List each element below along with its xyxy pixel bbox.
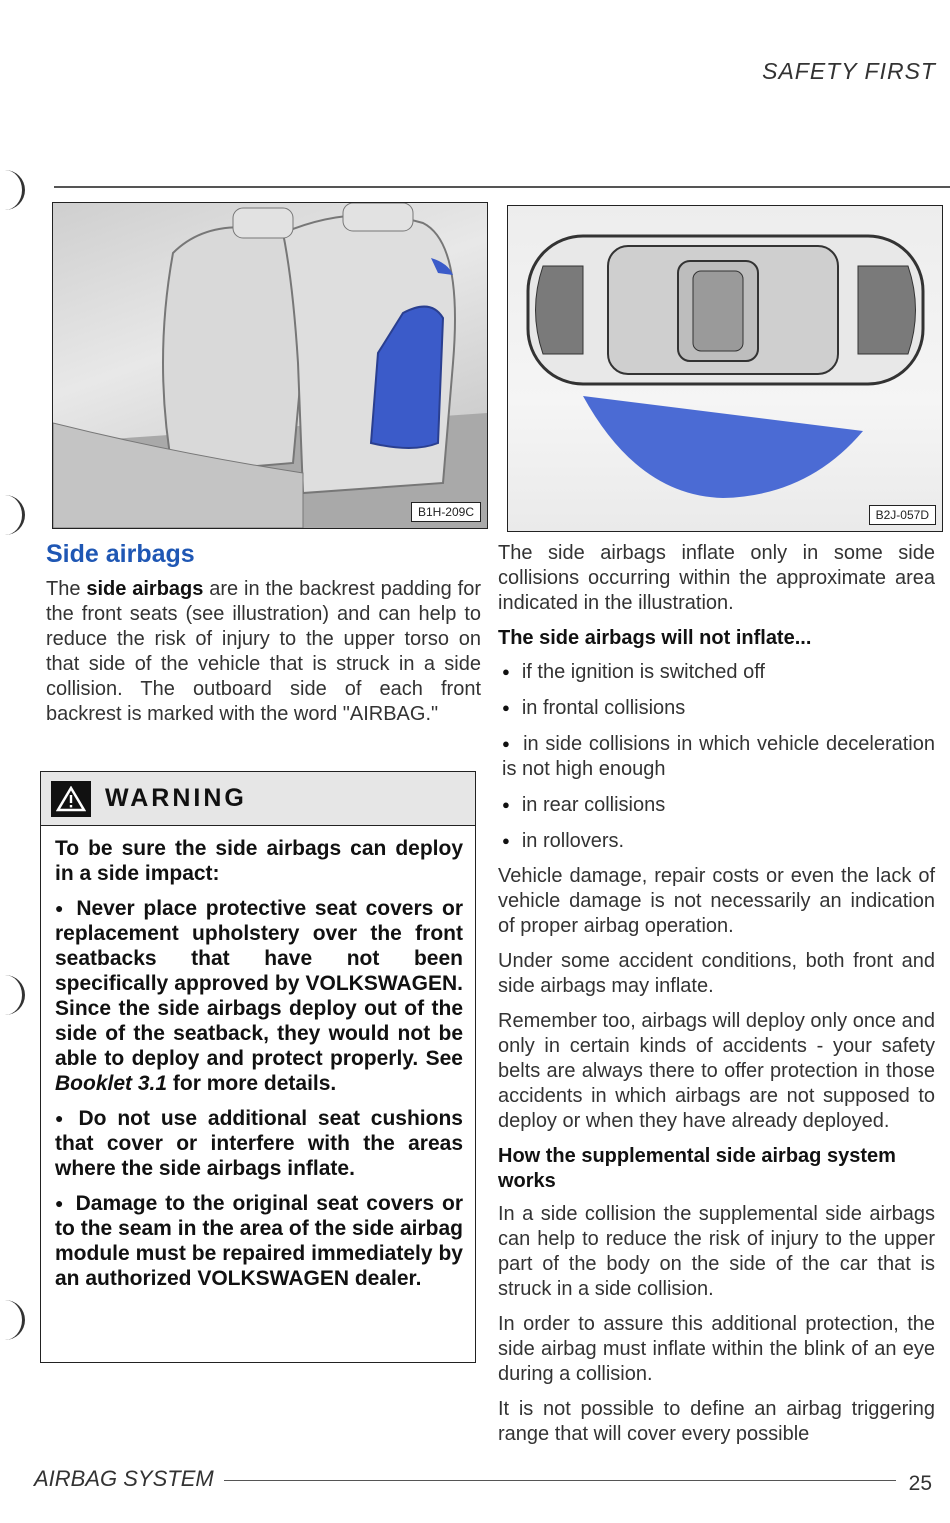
how-it-works-heading: How the supplemental side airbag system works <box>498 1145 896 1192</box>
seat-drawing <box>53 203 487 528</box>
list-item: ● in side collisions in which vehicle deceleration is not high enough <box>502 731 935 782</box>
right-column <box>498 541 935 1457</box>
booklet-reference: Booklet 3.1 <box>55 1072 168 1095</box>
footer-rule <box>224 1480 896 1481</box>
warning-item-text: Never place protective seat covers or replacement upholstery over the front seatbacks that have not been specifically approved by VOLKSWAGEN. Since the side airbags deploy out of the side of the seatback, they would not be able to deploy and protect properly. See <box>55 897 463 1070</box>
intro-bold-term: side airbags <box>86 578 204 600</box>
binder-hole <box>0 170 25 210</box>
figure-tag: B1H-209C <box>411 502 481 522</box>
list-item: ● in rear collisions <box>502 792 935 818</box>
seat-airbag-illustration <box>52 202 488 529</box>
paragraph: Vehicle damage, repair costs or even the lack of vehicle damage is not necessarily an indication of proper airbag operation. <box>498 865 935 937</box>
list-item: ● in frontal collisions <box>502 695 935 721</box>
binder-hole <box>0 975 25 1015</box>
warning-item <box>55 1191 463 1291</box>
header-rule <box>54 186 950 188</box>
paragraph: In a side collision the supplemental side airbags can help to reduce the risk of injury to the upper part of the body on the side of the car that is struck in a side collision. <box>498 1203 935 1300</box>
not-inflate-heading: The side airbags will not inflate... <box>498 627 812 649</box>
warning-item <box>55 1106 463 1181</box>
list-item: ● in rollovers. <box>502 828 935 854</box>
warning-item-text: Do not use additional seat cushions that cover or interfere with the areas where the side airbags inflate. <box>55 1107 463 1180</box>
side-airbags-heading: Side airbags <box>46 540 195 568</box>
intro-text: The <box>46 578 87 600</box>
warning-body <box>41 826 475 1291</box>
car-drawing <box>508 206 942 531</box>
warning-item-text-end: for more details. <box>167 1072 337 1095</box>
warning-box <box>40 771 476 1363</box>
left-column <box>46 540 481 727</box>
page-number: 25 <box>908 1472 932 1495</box>
intro-text-rest: are in the backrest padding for the front seats (see illustration) and can help to reduce the risk of injury to the upper torso on that side of the vehicle that is struck in a side collision. The outboard side of each front backrest is marked with the word "AIRBAG." <box>46 578 481 725</box>
paragraph: It is not possible to define an airbag triggering range that will cover every possible <box>498 1398 935 1445</box>
side-airbags-intro <box>46 577 481 727</box>
warning-item-text: Damage to the original seat covers or to the seam in the area of the side airbag module must be repaired immediately by an authorized VOLKSWAGEN dealer. <box>55 1192 463 1290</box>
list-item: ● if the ignition is switched off <box>502 659 935 685</box>
paragraph: In order to assure this additional protection, the side airbag must inflate within the blink of an eye during a collision. <box>498 1313 935 1385</box>
footer-section: AIRBAG SYSTEM <box>34 1466 214 1491</box>
coverage-intro: The side airbags inflate only in some side collisions occurring within the approximate area indicated in the illustration. <box>498 542 935 614</box>
warning-triangle-icon <box>51 781 91 817</box>
section-title: SAFETY FIRST <box>762 58 936 84</box>
binder-hole <box>0 1300 25 1340</box>
paragraph: Under some accident conditions, both front and side airbags may inflate. <box>498 950 935 997</box>
car-coverage-illustration <box>507 205 943 532</box>
figure-tag: B2J-057D <box>869 505 936 525</box>
warning-item <box>55 896 463 1096</box>
warning-label: WARNING <box>105 784 247 812</box>
warning-lead: To be sure the side airbags can deploy in a side impact: <box>55 837 463 885</box>
binder-hole <box>0 495 25 535</box>
paragraph: Remember too, airbags will deploy only once and only in certain kinds of accidents - your safety belts are always there to offer protection in those accidents in which airbags are not supposed to deploy or when they have already deployed. <box>498 1010 935 1132</box>
warning-header <box>41 772 475 826</box>
